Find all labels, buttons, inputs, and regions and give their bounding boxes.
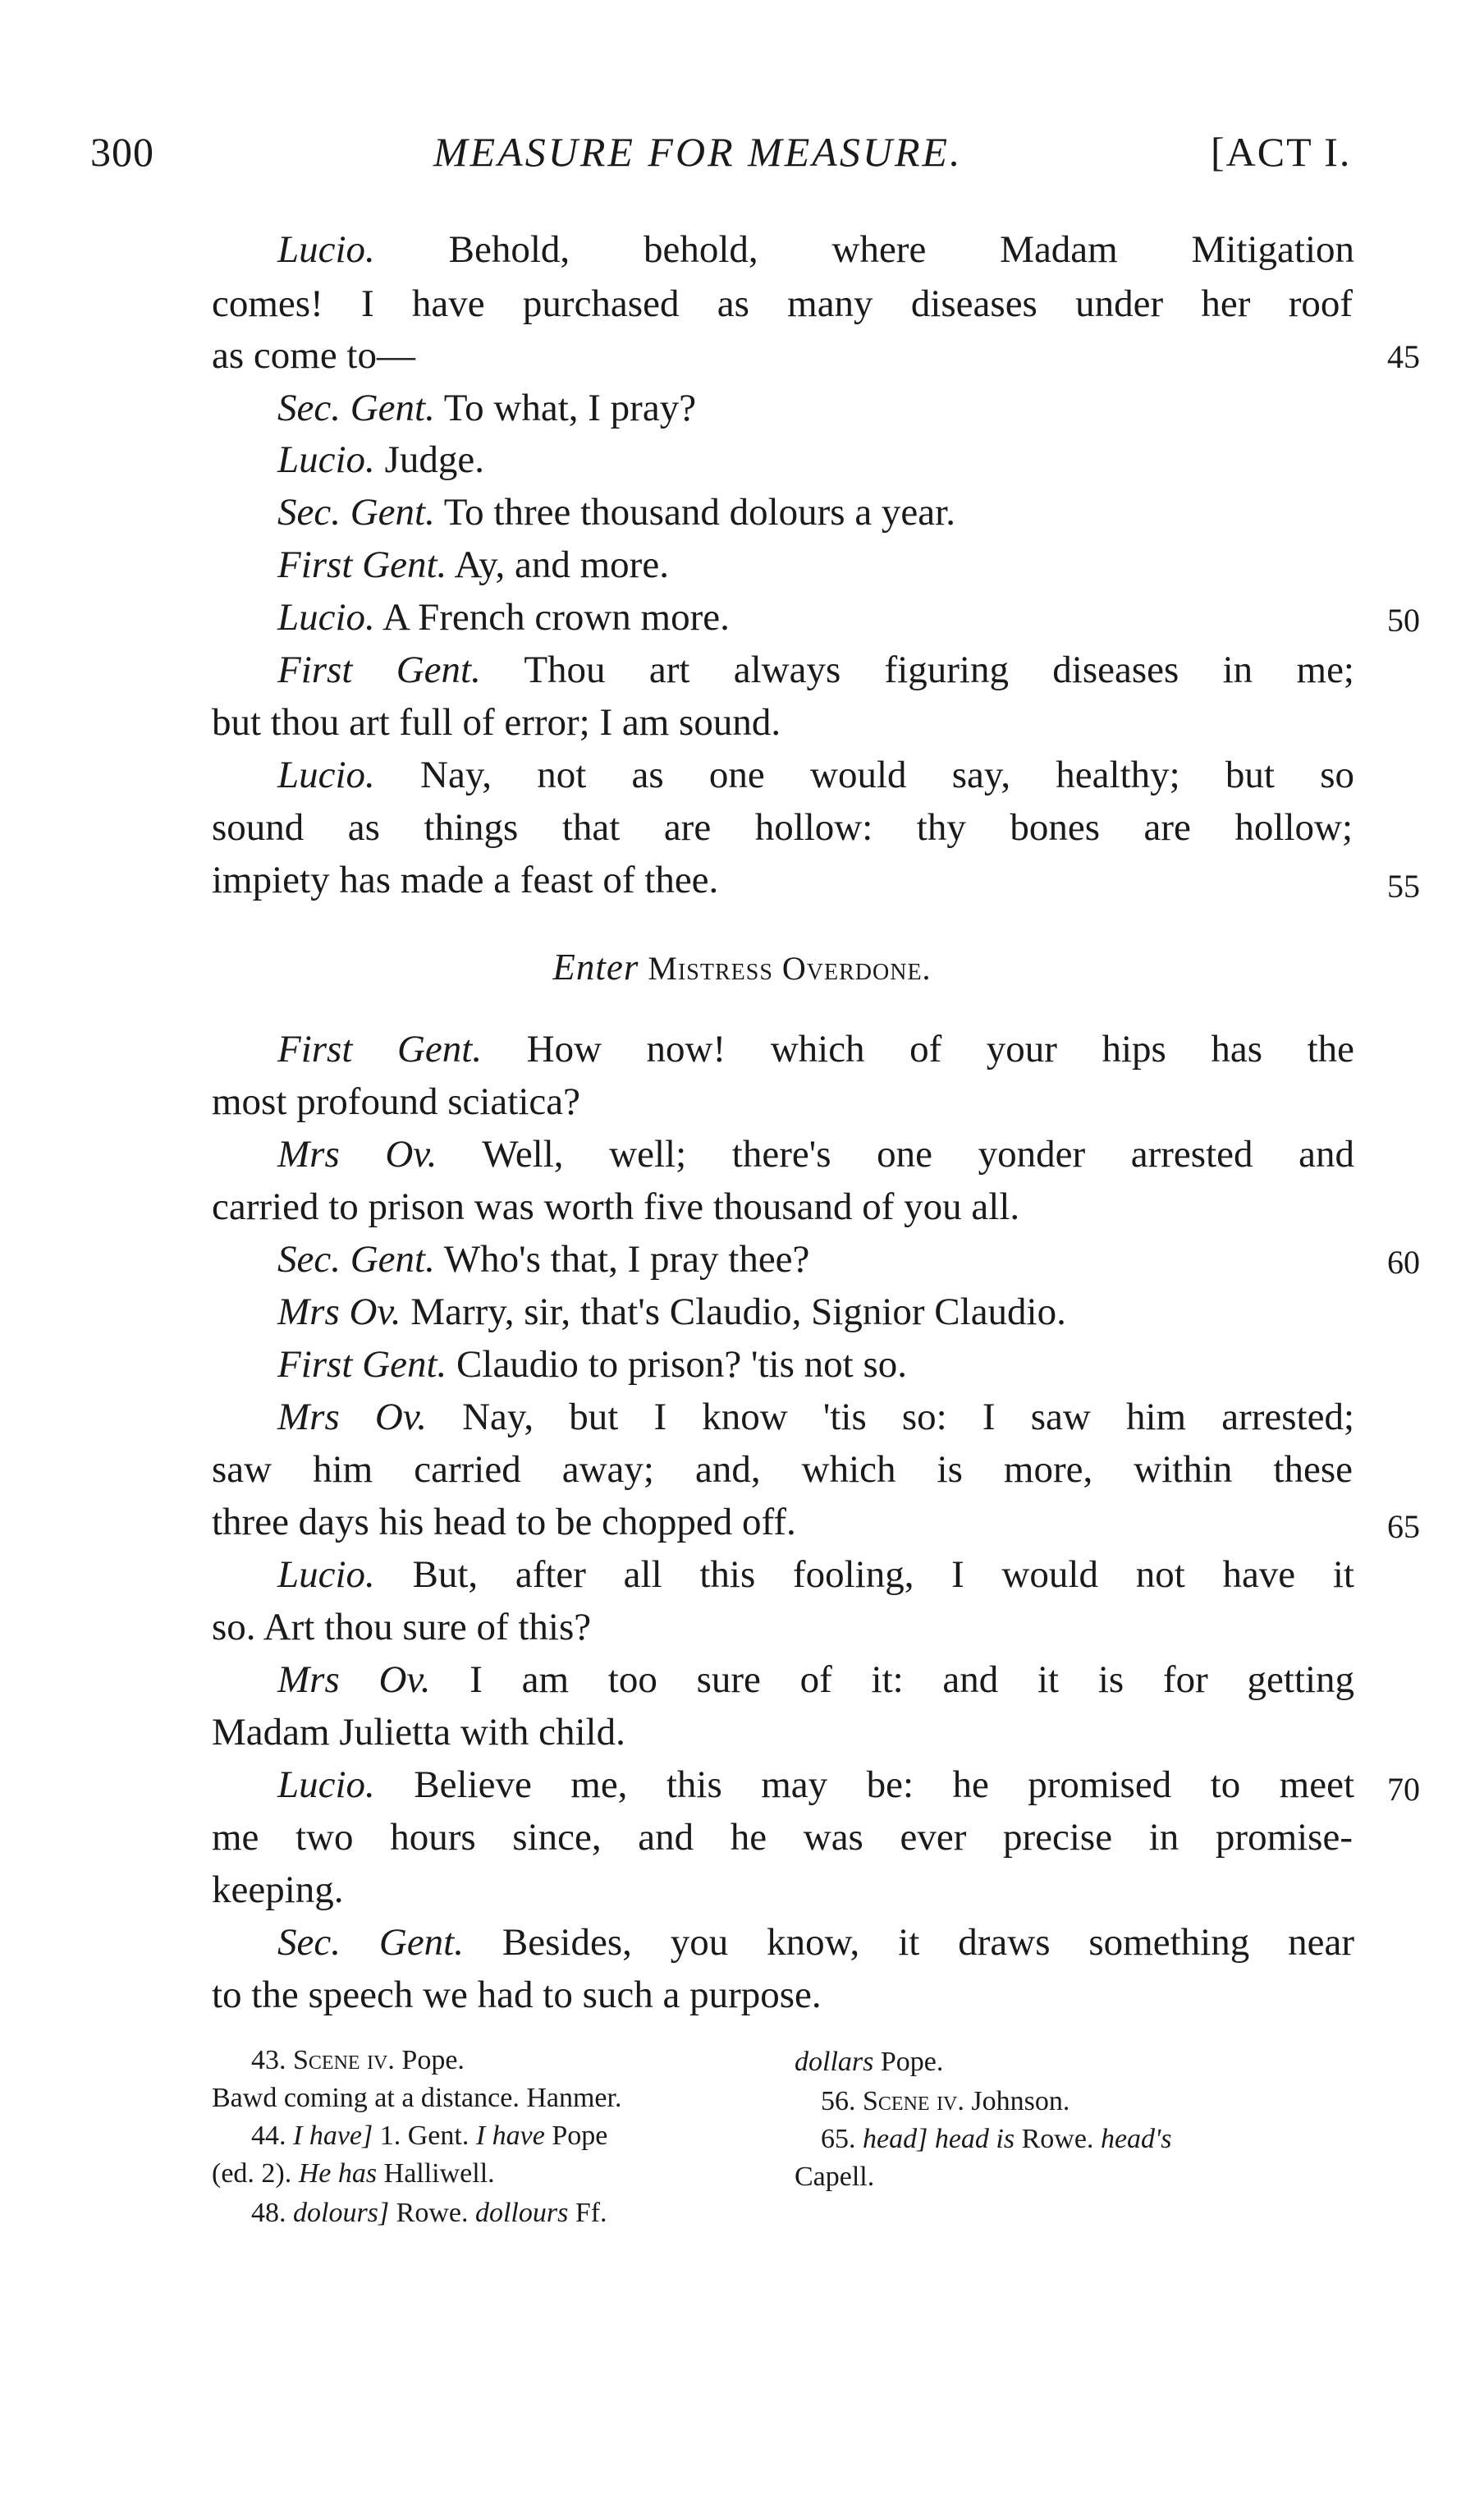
footnote-line: 44. I have] 1. Gent. I have Pope <box>251 2121 608 2151</box>
line-number: 60 <box>1387 1244 1420 1281</box>
footnote-line: dollars Pope. <box>795 2047 944 2077</box>
footnote-line: (ed. 2). He has Halliwell. <box>212 2158 495 2189</box>
text-line: three days his head to be chopped off. <box>212 1501 796 1543</box>
text-line: Lucio. Behold, behold, where Madam Mitigation <box>277 228 1354 271</box>
text-line: comes! I have purchased as many diseases under her roof <box>212 282 1353 325</box>
stage-direction: Enter Mistress Overdone. <box>552 947 932 988</box>
text-line: Mrs Ov. Nay, but I know 'tis so: I saw him arrested; <box>277 1396 1355 1438</box>
footnote-line: Bawd coming at a distance. Hanmer. <box>212 2083 622 2113</box>
text-line: Sec. Gent. Besides, you know, it draws something near <box>277 1921 1354 1964</box>
text-line: Sec. Gent. To three thousand dolours a year. <box>277 491 955 534</box>
text-line: but thou art full of error; I am sound. <box>212 701 781 744</box>
text-line: Lucio. Judge. <box>277 438 484 481</box>
text-line: keeping. <box>212 1868 344 1911</box>
text-line: Lucio. Believe me, this may be: he promised to meet <box>277 1763 1354 1806</box>
line-number: 50 <box>1387 602 1420 639</box>
text-line: Sec. Gent. To what, I pray? <box>277 387 697 429</box>
line-number: 55 <box>1387 868 1420 905</box>
act-label: [ACT I. <box>1211 129 1352 175</box>
footnote-line: 56. Scene iv. Johnson. <box>821 2086 1070 2116</box>
text-line: Mrs Ov. Marry, sir, that's Claudio, Signior Claudio. <box>277 1291 1066 1333</box>
text-line: so. Art thou sure of this? <box>212 1606 592 1648</box>
footnote-line: 48. dolours] Rowe. dollours Ff. <box>251 2198 607 2228</box>
footnote-line: 43. Scene iv. Pope. <box>251 2045 465 2075</box>
text-line: First Gent. Thou art always figuring diseases in me; <box>277 649 1354 691</box>
text-line: saw him carried away; and, which is more, within these <box>212 1448 1353 1491</box>
text-line: Lucio. But, after all this fooling, I would not have it <box>277 1553 1354 1596</box>
text-line: me two hours since, and he was ever precise in promise- <box>212 1816 1353 1859</box>
text-line: Sec. Gent. Who's that, I pray thee? <box>277 1238 810 1281</box>
text-line: Lucio. Nay, not as one would say, healthy; but so <box>277 754 1354 796</box>
text-line: Mrs Ov. I am too sure of it: and it is for getting <box>277 1658 1355 1701</box>
line-number: 70 <box>1387 1771 1420 1808</box>
footnote-line: 65. head] head is Rowe. head's <box>821 2124 1172 2154</box>
text-line: to the speech we had to such a purpose. <box>212 1974 822 2016</box>
line-number: 45 <box>1387 338 1420 375</box>
running-header <box>0 128 1484 186</box>
text-line: carried to prison was worth five thousand of you all. <box>212 1185 1020 1228</box>
footnote-line: Capell. <box>795 2162 875 2192</box>
text-line: impiety has made a feast of thee. <box>212 859 719 901</box>
text-line: sound as things that are hollow: thy bones are hollow; <box>212 806 1353 849</box>
text-line: as come to— <box>212 334 415 377</box>
text-line: Madam Julietta with child. <box>212 1711 625 1754</box>
text-line: Lucio. A French crown more. <box>277 596 730 639</box>
page-number: 300 <box>90 129 154 175</box>
text-line: First Gent. Ay, and more. <box>277 543 669 586</box>
running-title: MEASURE FOR MEASURE. <box>433 129 963 175</box>
text-line: Mrs Ov. Well, well; there's one yonder arrested and <box>277 1133 1354 1176</box>
line-number: 65 <box>1387 1508 1420 1545</box>
text-line: First Gent. Claudio to prison? 'tis not so. <box>277 1343 907 1386</box>
text-line: most profound sciatica? <box>212 1080 580 1123</box>
text-line: First Gent. How now! which of your hips has the <box>277 1028 1354 1071</box>
